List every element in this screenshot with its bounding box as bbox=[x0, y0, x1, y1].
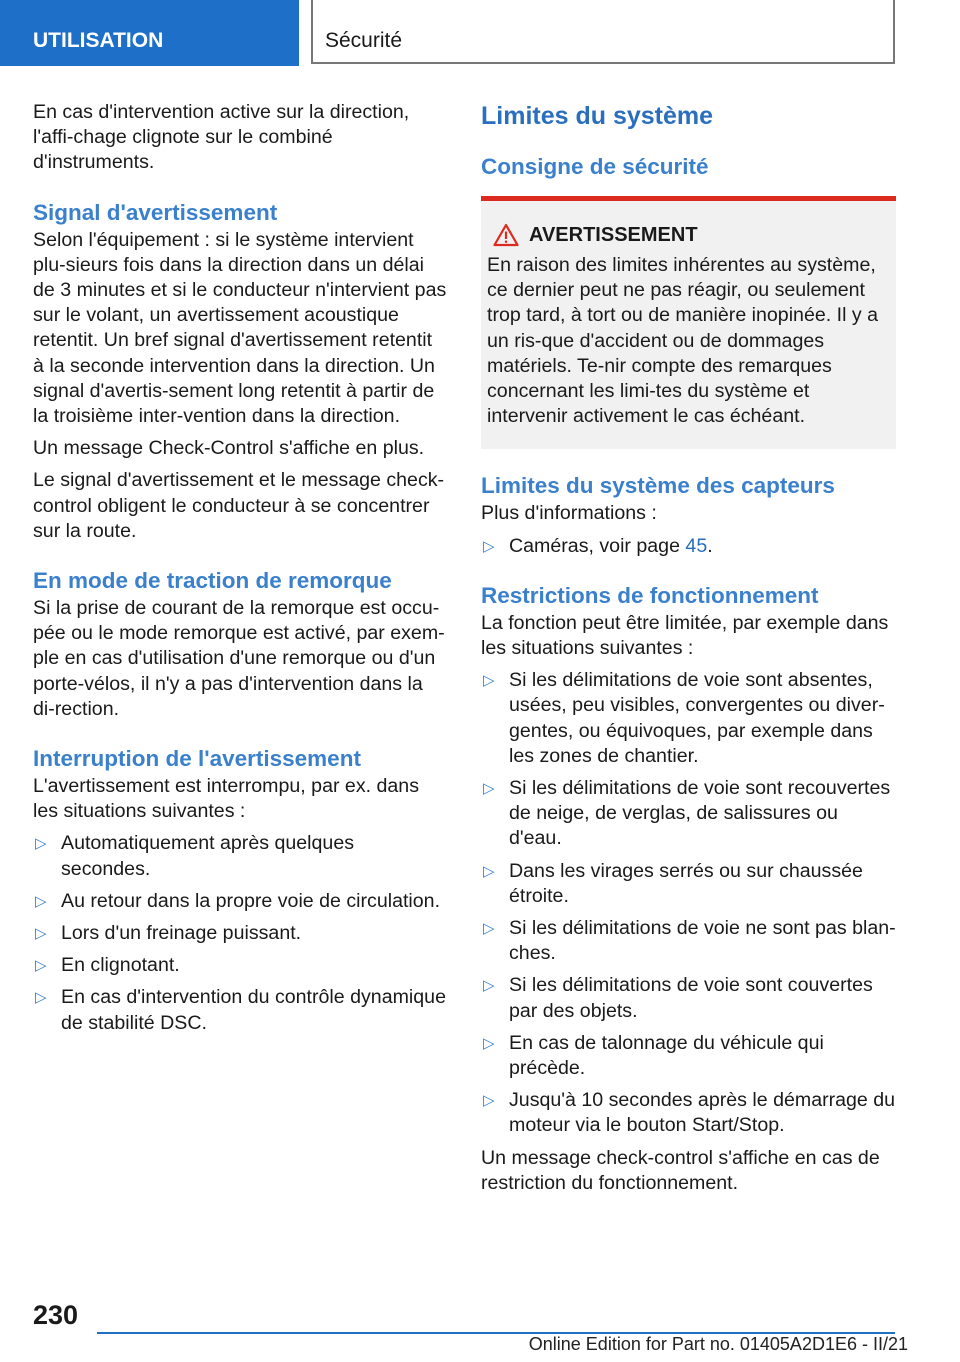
triangle-bullet-icon: ▷ bbox=[483, 1092, 495, 1110]
list-item: ▷ Automatiquement après quelques secondes. bbox=[35, 832, 355, 880]
triangle-bullet-icon: ▷ bbox=[35, 989, 47, 1007]
page-link[interactable]: 45 bbox=[685, 534, 708, 557]
triangle-bullet-icon: ▷ bbox=[483, 672, 495, 690]
triangle-bullet-icon: ▷ bbox=[483, 1034, 495, 1052]
warning-text: En raison des limites inhérentes au système, ce dernier peut ne pas réagir, ou seulement trop tard, à tort ou de manière inopinée. Il y a un ris-que d'accident ou de dommages matériels. Te-nir compte des remarques concernant les limi-tes du système et intervenir activement le cas échéant. bbox=[487, 254, 879, 428]
warning-triangle-icon bbox=[493, 223, 519, 247]
triangle-bullet-icon: ▷ bbox=[483, 977, 495, 995]
heading-system-limits: Limites du système bbox=[481, 102, 714, 130]
warning-header bbox=[487, 221, 888, 249]
list-item: ▷ Si les délimitations de voie ne sont pas blan-ches. bbox=[483, 917, 896, 965]
restriction-list bbox=[481, 668, 896, 1138]
paragraph-closing: Un message check-control s'affiche en cas de restriction du fonctionnement. bbox=[481, 1146, 880, 1194]
edition-note: Online Edition for Part no. 01405A2D1E6 - II/21 bbox=[528, 1334, 908, 1354]
right-column bbox=[481, 100, 896, 1196]
sensor-list bbox=[481, 534, 896, 559]
heading-function-restrictions: Restrictions de fonctionnement bbox=[481, 582, 819, 608]
paragraph-signal-1: Selon l'équipement : si le système intervient plu-sieurs fois dans la direction dans un délai de 3 minutes et si le conducteur n'intervient pas sur le volant, un avertissement acoustique retentit. Un bref signal d'avertissement retentit à la seconde intervention dans la direction. Un signal d'avertis-sement long retentit à partir de la troisième inter-vention dans la direction. bbox=[33, 228, 447, 428]
paragraph-restrictions: La fonction peut être limitée, par exemple dans les situations suivantes : bbox=[481, 611, 889, 660]
list-item: ▷ Au retour dans la propre voie de circulation. bbox=[33, 889, 448, 914]
triangle-bullet-icon: ▷ bbox=[483, 537, 495, 555]
triangle-bullet-icon: ▷ bbox=[35, 892, 47, 910]
list-item: ▷ Si les délimitations de voie sont absentes, usées, peu visibles, convergentes ou diver-gentes, ou équivoques, par exemple dans les zones de chantier. bbox=[483, 669, 885, 767]
triangle-bullet-icon: ▷ bbox=[483, 780, 495, 798]
list-item: ▷ Lors d'un freinage puissant. bbox=[33, 921, 448, 946]
triangle-bullet-icon: ▷ bbox=[35, 835, 47, 853]
page-number: 230 bbox=[33, 1300, 79, 1330]
paragraph-interruption: L'avertissement est interrompu, par ex. dans les situations suivantes : bbox=[33, 775, 420, 823]
list-item: ▷ Si les délimitations de voie sont couvertes par des objets. bbox=[483, 974, 873, 1022]
paragraph-signal-2: Un message Check-Control s'affiche en plus. bbox=[33, 437, 425, 460]
interruption-list bbox=[33, 831, 448, 1035]
intro-paragraph: En cas d'intervention active sur la direction, l'affi-chage clignote sur le combiné d'instruments. bbox=[33, 101, 410, 174]
list-item: ▷ Jusqu'à 10 secondes après le démarrage du moteur via le bouton Start/Stop. bbox=[483, 1089, 896, 1137]
list-item: ▷ En clignotant. bbox=[33, 953, 448, 978]
paragraph-signal-3: Le signal d'avertissement et le message check-control obligent le conducteur à se concentrer sur la route. bbox=[33, 469, 445, 542]
list-item: ▷ Si les délimitations de voie sont recouvertes de neige, de verglas, de salissures ou d'eau. bbox=[483, 777, 891, 850]
list-item: ▷ En cas d'intervention du contrôle dynamique de stabilité DSC. bbox=[35, 986, 446, 1034]
warning-title: AVERTISSEMENT bbox=[529, 224, 698, 246]
heading-trailer-mode: En mode de traction de remorque bbox=[33, 568, 392, 594]
paragraph-more-info: Plus d'informations : bbox=[481, 502, 657, 525]
heading-sensor-limits: Limites du système des capteurs bbox=[481, 473, 835, 499]
section-tab: UTILISATION bbox=[0, 0, 299, 66]
heading-interruption: Interruption de l'avertissement bbox=[33, 746, 361, 772]
warning-box bbox=[481, 196, 896, 449]
list-item: ▷ En cas de talonnage du véhicule qui précède. bbox=[483, 1031, 824, 1080]
list-item: ▷ Dans les virages serrés ou sur chaussée étroite. bbox=[483, 859, 863, 907]
triangle-bullet-icon: ▷ bbox=[35, 925, 47, 943]
triangle-bullet-icon: ▷ bbox=[483, 862, 495, 880]
triangle-bullet-icon: ▷ bbox=[483, 920, 495, 938]
heading-warning-signal: Signal d'avertissement bbox=[33, 199, 278, 225]
heading-safety-note: Consigne de sécurité bbox=[481, 154, 709, 179]
left-column bbox=[33, 100, 448, 1036]
chapter-title: Sécurité bbox=[311, 0, 895, 64]
triangle-bullet-icon: ▷ bbox=[35, 957, 47, 975]
list-item: ▷ Caméras, voir page 45. bbox=[481, 534, 896, 559]
paragraph-trailer: Si la prise de courant de la remorque est occu-pée ou le mode remorque est activé, par exem-ple en cas d'utilisation d'une remorque ou d'un porte-vélos, il n'y a pas d'intervention dans la di-rection. bbox=[33, 597, 445, 720]
